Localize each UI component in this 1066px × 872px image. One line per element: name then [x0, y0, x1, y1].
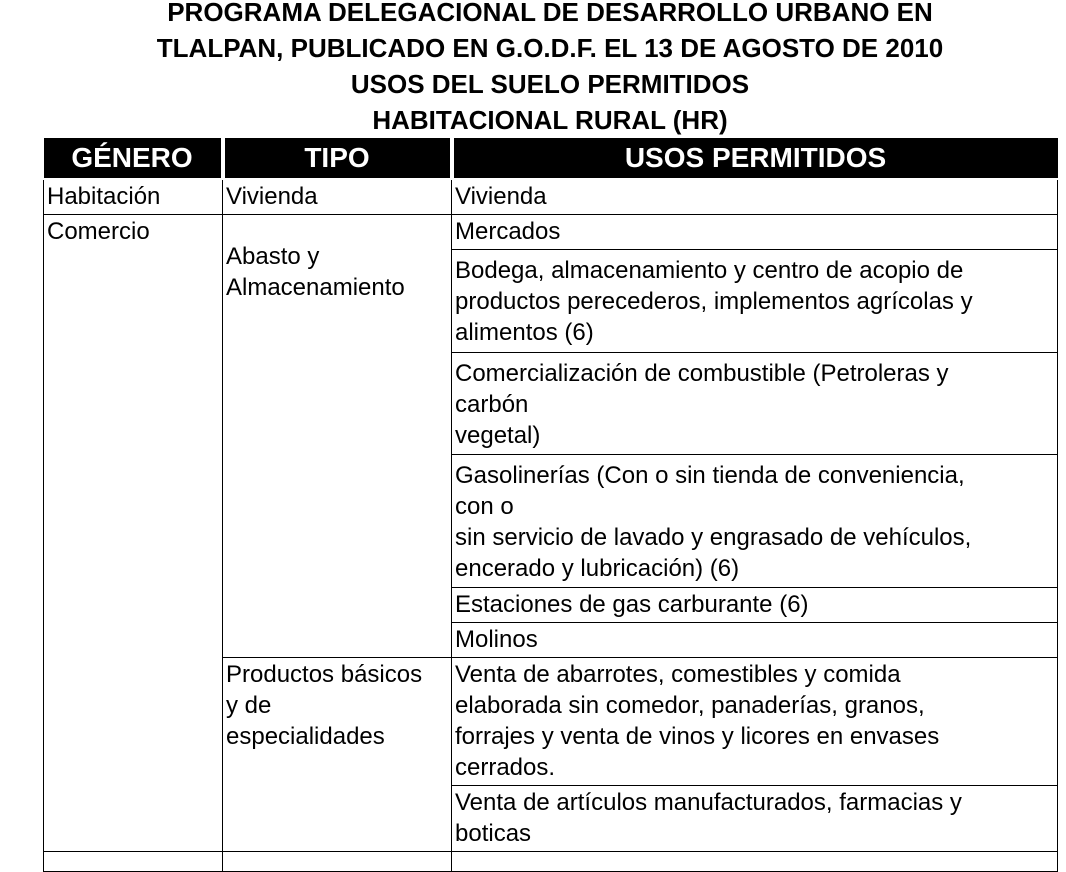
uso-line: Venta de abarrotes, comestibles y comida [455, 661, 901, 688]
uso-line: con o [455, 493, 514, 520]
cell-uso [452, 215, 1058, 250]
cell-uso [452, 455, 1058, 588]
uso-line: Gasolinerías (Con o sin tienda de conveniencia, [455, 462, 965, 489]
uso-line: sin servicio de lavado y engrasado de vehículos, [455, 524, 972, 551]
cell-tipo [223, 658, 452, 852]
uso-line: elaborada sin comedor, panaderías, granos, [455, 692, 925, 719]
cell-genero [44, 215, 223, 852]
cell-uso: Vivienda [452, 179, 1058, 215]
tipo-line: especialidades [226, 723, 385, 750]
header-usos-permitidos: USOS PERMITIDOS [452, 138, 1058, 179]
uso-line: productos perecederos, implementos agrícolas y [455, 288, 973, 315]
uso-line: Bodega, almacenamiento y centro de acopio de [455, 257, 964, 284]
cell-tipo: Vivienda [223, 179, 452, 215]
uso-line: cerrados. [455, 754, 556, 781]
cell-uso [452, 658, 1058, 786]
uso-line: Molinos [455, 626, 538, 653]
cell-genero [44, 852, 223, 872]
uso-line: forrajes y venta de vinos y licores en envases [455, 723, 940, 750]
uso-line: Comercialización de combustible (Petroleras y [455, 360, 949, 387]
cell-uso [452, 852, 1058, 872]
uso-line: vegetal) [455, 422, 541, 449]
document-title [0, 0, 1066, 138]
uso-line: carbón [455, 391, 529, 418]
header-tipo: TIPO [223, 138, 452, 179]
uso-line: boticas [455, 820, 532, 847]
title-line-2: TLALPAN, PUBLICADO EN G.O.D.F. EL 13 DE AGOSTO DE 2010 [156, 33, 944, 63]
tipo-line: Almacenamiento [226, 274, 405, 301]
table-row [44, 179, 1058, 215]
table-row [44, 215, 1058, 250]
genero-comercio: Comercio [47, 218, 150, 245]
tipo-line: Abasto y [226, 243, 320, 270]
uso-line: Mercados [455, 218, 561, 245]
cell-uso [452, 588, 1058, 623]
tipo-line: y de [226, 692, 272, 719]
cell-genero: Habitación [44, 179, 223, 215]
header-genero: GÉNERO [44, 138, 223, 179]
uso-line: encerado y lubricación) (6) [455, 555, 740, 582]
table-row-cutoff [44, 852, 1058, 872]
land-use-table [43, 138, 1058, 872]
table-header-row [44, 138, 1058, 179]
uso-line: alimentos (6) [455, 319, 594, 346]
cell-tipo [223, 215, 452, 658]
uso-line: Venta de artículos manufacturados, farmacias y [455, 789, 962, 816]
title-line-4: HABITACIONAL RURAL (HR) [372, 105, 728, 135]
title-line-3: USOS DEL SUELO PERMITIDOS [350, 69, 750, 99]
title-line-1: PROGRAMA DELEGACIONAL DE DESARROLLO URBANO EN [167, 0, 933, 27]
cell-tipo [223, 852, 452, 872]
tipo-line: Productos básicos [226, 661, 423, 688]
cell-uso [452, 353, 1058, 455]
cell-uso [452, 786, 1058, 852]
cell-uso [452, 250, 1058, 353]
cell-uso [452, 623, 1058, 658]
uso-line: Estaciones de gas carburante (6) [455, 591, 809, 618]
